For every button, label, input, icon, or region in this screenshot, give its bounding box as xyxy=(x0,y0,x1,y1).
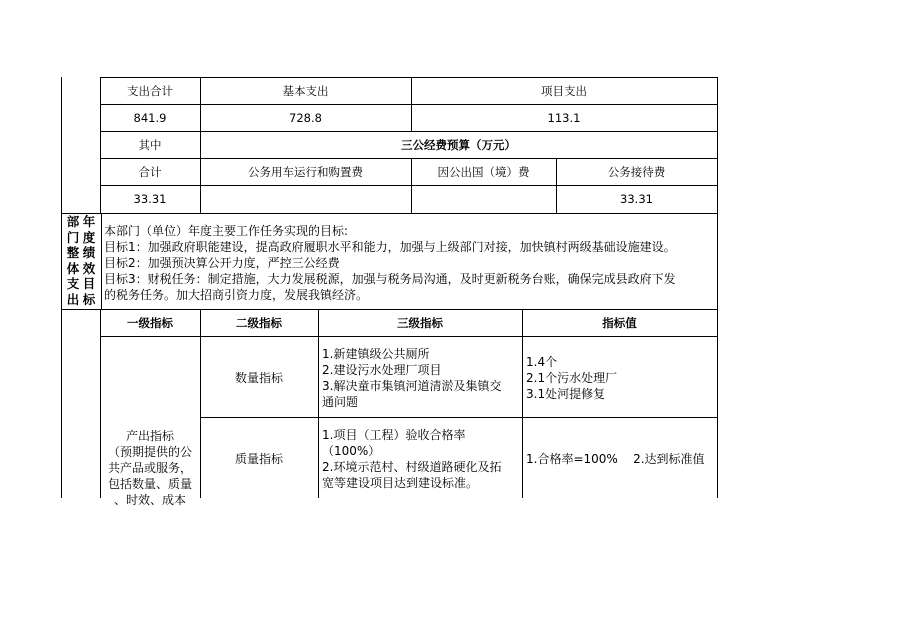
level3-line: 2.建设污水处理厂项目 xyxy=(322,363,442,377)
goal-line: 的税务任务。加大招商引资力度，发展我镇经济。 xyxy=(104,288,369,302)
total-label: 支出合计 xyxy=(127,84,173,98)
vehicle-label: 公务用车运行和购置费 xyxy=(248,165,363,179)
level1-line: 共产品或服务， xyxy=(107,461,192,475)
level1-cell xyxy=(100,337,200,507)
three-public-title: 三公经费预算（万元） xyxy=(401,138,516,152)
side-label-col2: 年度绩效目标 xyxy=(82,214,96,307)
level1-line: 产出指标 xyxy=(125,429,174,443)
project-label: 项目支出 xyxy=(541,84,587,98)
level1-line: 包括数量、质量 xyxy=(107,477,192,491)
goal-line: 目标1：加强政府职能建设，提高政府履职水平和能力，加强与上级部门对接，加快镇村两级基础设施建设。 xyxy=(104,240,676,254)
header-value: 指标值 xyxy=(602,316,637,330)
header-level1: 一级指标 xyxy=(127,316,173,330)
reception-value: 33.31 xyxy=(620,192,653,206)
level1-line: 、时效、成本 xyxy=(113,493,186,507)
header-level3: 三级指标 xyxy=(397,316,443,330)
level2-quality: 质量指标 xyxy=(234,452,283,466)
project-value: 113.1 xyxy=(547,111,581,125)
header-level2: 二级指标 xyxy=(236,316,282,330)
level3-line: 1.新建镇级公共厕所 xyxy=(322,347,430,361)
goal-line: 目标2：加强预决算公开力度，严控三公经费 xyxy=(104,256,340,270)
level3-line: 宽等建设项目达到建设标准。 xyxy=(322,476,479,490)
reception-label: 公务接待费 xyxy=(607,165,666,179)
value-line: 2.1个污水处理厂 xyxy=(526,371,618,385)
sum-value: 33.31 xyxy=(133,192,167,206)
of-which-label: 其中 xyxy=(138,138,162,152)
goal-line: 本部门（单位）年度主要工作任务实现的目标: xyxy=(104,224,349,238)
goal-line: 目标3：财税任务：制定措施，大力发展税源，加强与税务局沟通，及时更新税务台账，确保完成县政府下发 xyxy=(104,272,676,286)
abroad-label: 因公出国（境）费 xyxy=(437,165,530,179)
value-line: 1.4个 xyxy=(526,355,558,369)
side-label-col1: 部门整体支出 xyxy=(66,214,80,307)
level3-line: 2.环境示范村、村级道路硬化及拓 xyxy=(322,460,502,474)
value-line: 3.1处河提修复 xyxy=(526,387,606,401)
level3-line: 1.项目（工程）验收合格率 xyxy=(322,428,466,442)
sum-label: 合计 xyxy=(138,165,162,179)
level3-line: （100%） xyxy=(322,444,381,458)
value-quality: 1.合格率=100% 2.达到标准值 xyxy=(526,452,705,466)
level1-line: （预期提供的公 xyxy=(107,445,192,459)
level3-line: 3.解决童市集镇河道清淤及集镇交 xyxy=(322,379,502,393)
total-value: 841.9 xyxy=(133,111,167,125)
level3-line: 通问题 xyxy=(322,395,359,409)
level2-quantity: 数量指标 xyxy=(234,371,283,385)
basic-value: 728.8 xyxy=(289,111,322,125)
basic-label: 基本支出 xyxy=(282,84,329,98)
